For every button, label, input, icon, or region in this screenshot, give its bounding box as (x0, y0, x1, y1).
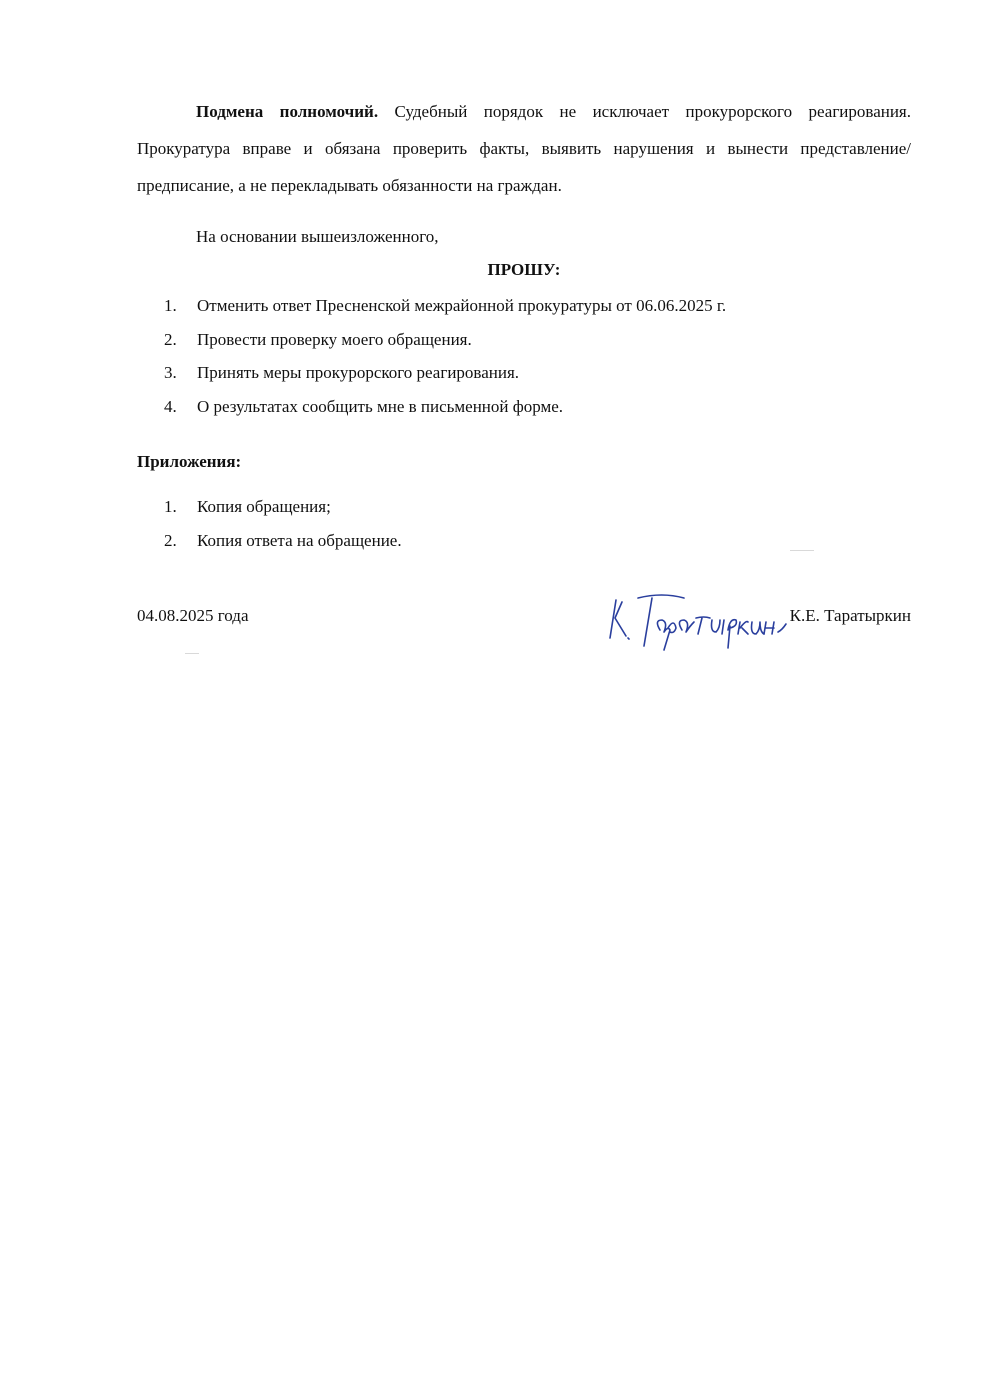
list-item (137, 323, 911, 357)
item-number: 2. (164, 530, 177, 550)
item-text: О результатах сообщить мне в письменной форме. (197, 396, 564, 416)
request-list (137, 289, 911, 423)
request-heading: ПРОШУ: (487, 260, 561, 279)
item-text: Копия обращения; (197, 497, 331, 516)
item-text: Отменить ответ Пресненской межрайонной прокуратуры от 06.06.2025 г. (197, 296, 727, 315)
scan-artifact-line (185, 653, 199, 654)
paragraph-lead: Подмена полномочий. (196, 102, 379, 121)
item-text: Принять меры прокурорского реагирования. (197, 363, 520, 382)
item-number: 1. (164, 497, 177, 516)
authority-paragraph (137, 93, 911, 204)
list-item (137, 490, 911, 524)
basis-line: На основании вышеизложенного, (196, 227, 439, 246)
item-number: 2. (164, 329, 177, 349)
list-item (137, 356, 911, 390)
handwritten-signature (602, 586, 792, 656)
signature-row (137, 600, 911, 650)
item-text: Копия ответа на обращение. (197, 530, 402, 550)
item-number: 1. (164, 296, 177, 315)
list-item (137, 390, 911, 424)
list-item (137, 524, 911, 558)
document-date: 04.08.2025 года (137, 606, 249, 625)
paragraph-text: Судебный порядок не исключает прокурорского реагирования. Прокуратура вправе и обязана проверить факты, выявить нарушения и вынести представление/предписание, а не перекладывать обязанности на граждан. (137, 102, 911, 195)
item-text: Провести проверку моего обращения. (197, 329, 472, 349)
scan-artifact-line (790, 550, 814, 551)
signer-name: К.Е. Таратыркин (789, 606, 911, 625)
item-number: 3. (164, 363, 177, 382)
item-number: 4. (164, 396, 177, 416)
document-body (137, 93, 911, 557)
appendix-list (137, 490, 911, 557)
list-item (137, 289, 911, 323)
appendix-heading: Приложения: (137, 452, 242, 471)
